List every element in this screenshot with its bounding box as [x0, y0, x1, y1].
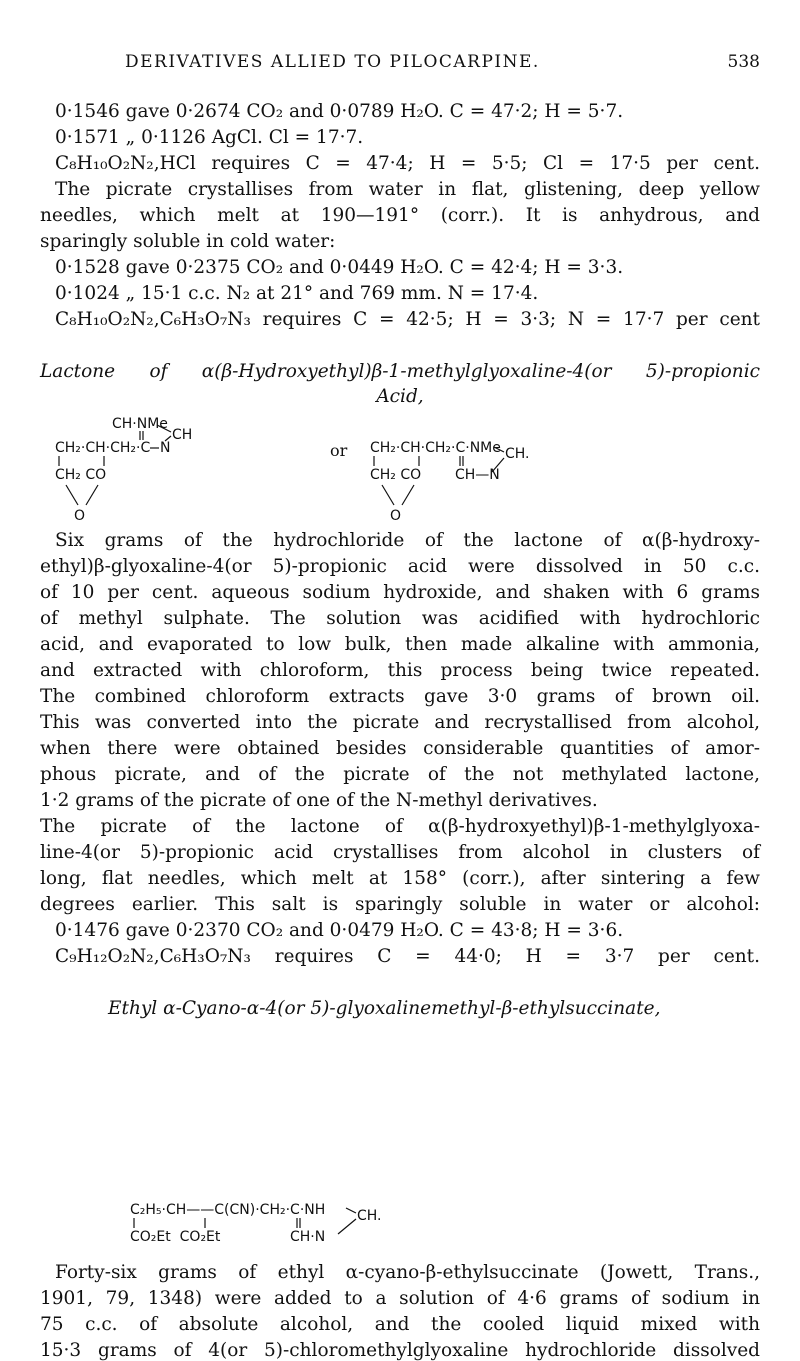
section-heading-cont: Acid,: [376, 386, 424, 407]
text-line: of methyl sulphate. The solution was acidified with hydrochloric: [40, 608, 760, 629]
text-line: 1901, 79, 1348) were added to a solution of 4·6 grams of sodium in: [40, 1288, 760, 1309]
bond-line: [338, 1219, 356, 1234]
struct2-row2b: CH—N: [455, 467, 500, 483]
formula-line: C₉H₁₂O₂N₂,C₆H₃O₇N₃ requires C = 44·0; H = 3·7 per cent.: [55, 946, 760, 967]
bond-line: [382, 485, 394, 505]
struct2-ch: CH.: [505, 446, 530, 462]
text-line: Six grams of the hydrochloride of the lactone of α(β-hydroxy-: [55, 530, 760, 551]
section-heading: Ethyl α-Cyano-α-4(or 5)-glyoxalinemethyl-β-ethylsuccinate,: [108, 998, 661, 1019]
analysis-line: 0·1024 „ 15·1 c.c. N₂ at 21° and 769 mm. N = 17·4.: [55, 283, 539, 304]
formula-line: C₈H₁₀O₂N₂,HCl requires C = 47·4; H = 5·5; Cl = 17·5 per cent.: [55, 153, 760, 174]
struct1-ch: CH: [172, 427, 193, 443]
text-line: when there were obtained besides considerable quantities of amor-: [40, 738, 760, 759]
struct1-row2: CH₂ CO: [55, 467, 107, 483]
struct2-row1: CH₂·CH·CH₂·C·NMe: [370, 440, 501, 456]
text-line: degrees earlier. This salt is sparingly soluble in water or alcohol:: [40, 894, 760, 915]
running-title: DERIVATIVES ALLIED TO PILOCARPINE.: [125, 52, 540, 72]
struct2-o: O: [390, 508, 402, 524]
struct1-row1: CH₂·CH·CH₂·C: [55, 440, 151, 456]
text-line: The picrate crystallises from water in flat, glistening, deep yellow: [55, 179, 760, 200]
text-line: This was converted into the picrate and recrystallised from alcohol,: [40, 712, 760, 733]
bond-line: [165, 436, 171, 441]
struct3-ch: CH.: [357, 1208, 382, 1224]
struct2-row2a: CH₂ CO: [370, 467, 422, 483]
text-line: sparingly soluble in cold water:: [40, 231, 336, 252]
text-line: 15·3 grams of 4(or 5)-chloromethylglyoxaline hydrochloride dissolved: [40, 1340, 760, 1361]
struct3-row2a: CO₂Et CO₂Et: [130, 1229, 221, 1245]
text-line: 75 c.c. of absolute alcohol, and the cooled liquid mixed with: [40, 1314, 760, 1335]
bond-line: [492, 458, 504, 472]
text-line: needles, which melt at 190—191° (corr.). It is anhydrous, and: [40, 205, 760, 226]
bond-line: [494, 447, 504, 452]
text-line: Forty-six grams of ethyl α-cyano-β-ethylsuccinate (Jowett, Trans.,: [55, 1262, 760, 1283]
section-heading: Lactone of α(β-Hydroxyethyl)β-1-methylglyoxaline-4(or 5)-propionic: [40, 361, 760, 382]
bond-line: [157, 425, 171, 432]
text-line: and extracted with chloroform, this process being twice repeated.: [40, 660, 760, 681]
text-line: of 10 per cent. aqueous sodium hydroxide, and shaken with 6 grams: [40, 582, 760, 603]
struct3-row2b: CH·N: [290, 1229, 326, 1245]
text-line: 1·2 grams of the picrate of one of the N-methyl derivatives.: [40, 790, 598, 811]
text-line: The picrate of the lactone of α(β-hydroxyethyl)β-1-methylglyoxa-: [40, 816, 760, 837]
bond-line: [402, 485, 414, 505]
text-line: line-4(or 5)-propionic acid crystallises from alcohol in clusters of: [40, 842, 760, 863]
struct1-n: N: [160, 440, 171, 456]
text-line: phous picrate, and of the picrate of the not methylated lactone,: [40, 764, 760, 785]
struct1-top: CH·NMe: [112, 416, 168, 432]
bond-line: [66, 485, 78, 505]
struct1-o: O: [74, 508, 86, 524]
analysis-line: 0·1546 gave 0·2674 CO₂ and 0·0789 H₂O. C = 47·2; H = 5·7.: [55, 101, 624, 122]
struct3-row1: C₂H₅·CH——C(CN)·CH₂·C·NH: [130, 1202, 326, 1218]
bond-line: [86, 485, 98, 505]
formula-line: C₈H₁₀O₂N₂,C₆H₃O₇N₃ requires C = 42·5; H = 3·3; N = 17·7 per cent: [55, 309, 760, 330]
text-line: The combined chloroform extracts gave 3·0 grams of brown oil.: [40, 686, 760, 707]
analysis-line: 0·1476 gave 0·2370 CO₂ and 0·0479 H₂O. C = 43·8; H = 3·6.: [55, 920, 624, 941]
or-label: or: [330, 441, 348, 460]
analysis-line: 0·1528 gave 0·2375 CO₂ and 0·0449 H₂O. C = 42·4; H = 3·3.: [55, 257, 624, 278]
analysis-line: 0·1571 „ 0·1126 AgCl. Cl = 17·7.: [55, 127, 364, 148]
bond-line: [346, 1208, 356, 1213]
text-line: long, flat needles, which melt at 158° (corr.), after sintering a few: [40, 868, 760, 889]
text-line: ethyl)β-glyoxaline-4(or 5)-propionic acid were dissolved in 50 c.c.: [40, 556, 760, 577]
text-line: acid, and evaporated to low bulk, then made alkaline with ammonia,: [40, 634, 760, 655]
page-number: 538: [727, 52, 760, 72]
